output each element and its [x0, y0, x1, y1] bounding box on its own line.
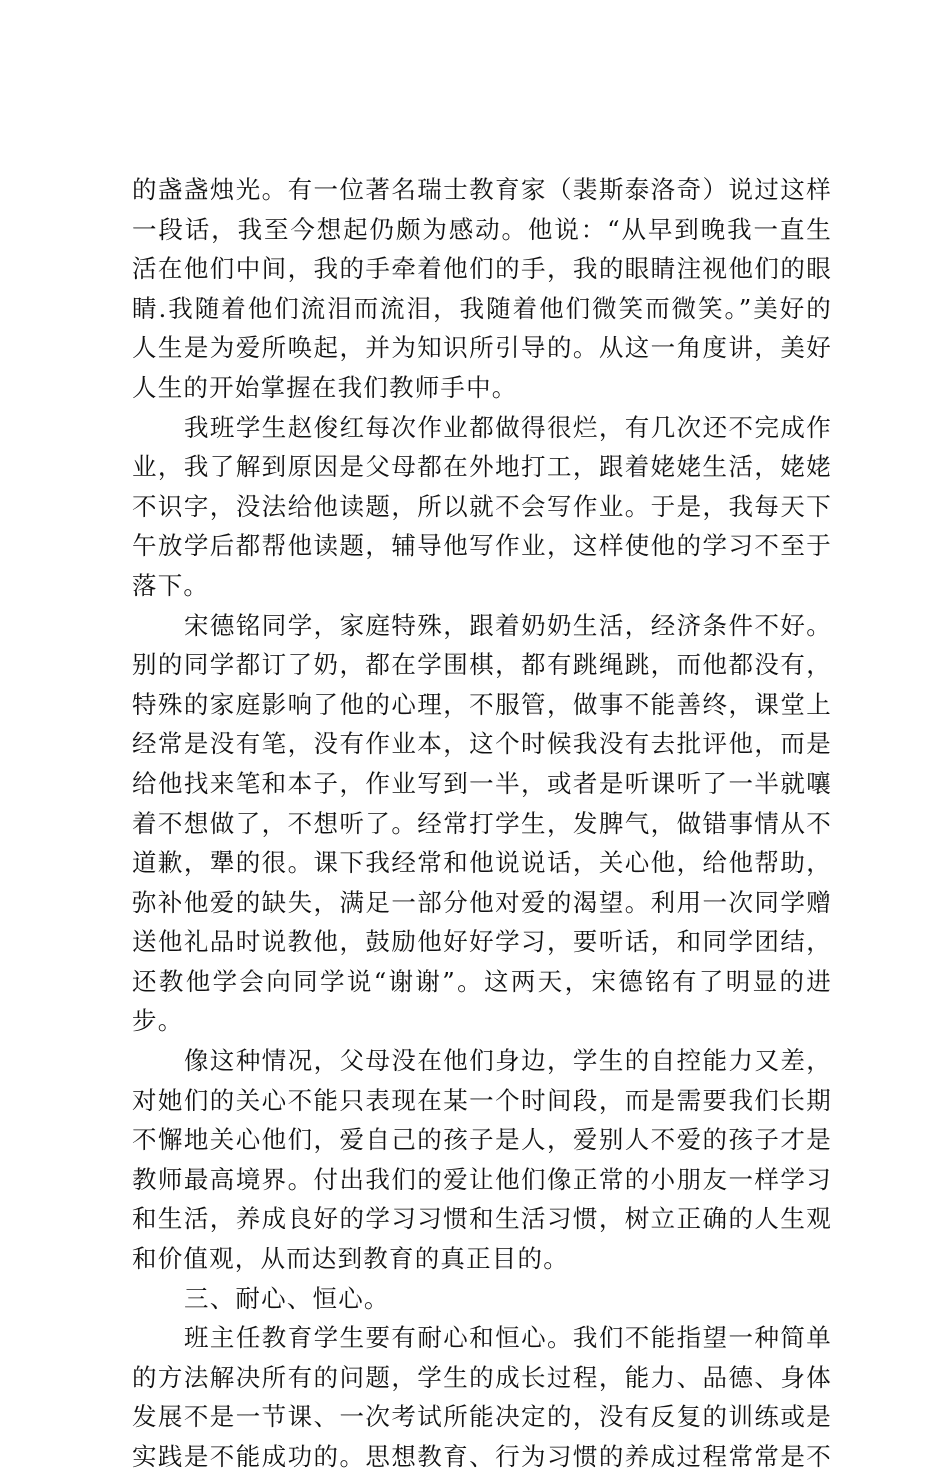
text-line: 还教他学会向同学说“谢谢”。这两天，宋德铭有了明显的进 — [132, 966, 832, 996]
text-line: 对她们的关心不能只表现在某一个时间段，而是需要我们长期 — [132, 1085, 832, 1115]
text-line: 的方法解决所有的问题，学生的成长过程，能力、品德、身体 — [132, 1362, 832, 1392]
text-line: 班主任教育学生要有耐心和恒心。我们不能指望一种简单 — [184, 1323, 832, 1353]
text-line: 弥补他爱的缺失，满足一部分他对爱的渴望。利用一次同学赠 — [132, 887, 832, 917]
text-line: 人生的开始掌握在我们教师手中。 — [132, 372, 518, 402]
text-line: 三、耐心、恒心。 — [184, 1283, 390, 1313]
text-line: 和生活，养成良好的学习习惯和生活习惯，树立正确的人生观 — [132, 1204, 832, 1234]
text-line: 着不想做了，不想听了。经常打学生，发脾气，做错事情从不 — [132, 808, 832, 838]
text-line: 午放学后都帮他读题，辅导他写作业，这样使他的学习不至于 — [132, 531, 832, 561]
text-line: 和价值观，从而达到教育的真正目的。 — [132, 1244, 569, 1274]
text-line: 宋德铭同学，家庭特殊，跟着奶奶生活，经济条件不好。 — [184, 610, 832, 640]
text-line: 给他找来笔和本子，作业写到一半，或者是听课听了一半就嚷 — [132, 768, 832, 798]
text-line: 送他礼品时说教他，鼓励他好好学习，要听话，和同学团结， — [132, 927, 832, 957]
text-line: 教师最高境界。付出我们的爱让他们像正常的小朋友一样学习 — [132, 1164, 832, 1194]
text-line: 发展不是一节课、一次考试所能决定的，没有反复的训练或是 — [132, 1402, 832, 1432]
text-line: 落下。 — [132, 570, 210, 600]
text-line: 实践是不能成功的。思想教育、行为习惯的养成过程常常是不 — [132, 1442, 832, 1471]
text-line: 活在他们中间，我的手牵着他们的手，我的眼睛注视他们的眼 — [132, 254, 832, 284]
text-line: 步。 — [132, 1006, 184, 1036]
text-line: 像这种情况，父母没在他们身边，学生的自控能力又差， — [184, 1046, 832, 1076]
text-line: 的盏盏烛光。有一位著名瑞士教育家（裴斯泰洛奇）说过这样 — [132, 175, 832, 204]
text-line: 道歉，犟的很。课下我经常和他说说话，关心他，给他帮助， — [132, 848, 832, 878]
text-line: 特殊的家庭影响了他的心理，不服管，做事不能善终，课堂上 — [132, 689, 832, 719]
text-line: 业，我了解到原因是父母都在外地打工，跟着姥姥生活，姥姥 — [132, 452, 832, 482]
text-line: 一段话，我至今想起仍颇为感动。他说：“从早到晚我一直生 — [132, 214, 832, 244]
text-line: 别的同学都订了奶，都在学围棋，都有跳绳跳，而他都没有， — [132, 650, 832, 680]
text-line: 不识字，没法给他读题，所以就不会写作业。于是，我每天下 — [132, 491, 832, 521]
text-line: 不懈地关心他们，爱自己的孩子是人，爱别人不爱的孩子才是 — [132, 1125, 832, 1155]
text-line: 经常是没有笔，没有作业本，这个时候我没有去批评他，而是 — [132, 729, 832, 759]
text-line: 睛.我随着他们流泪而流泪，我随着他们微笑而微笑。”美好的 — [132, 293, 832, 323]
body-text — [132, 170, 832, 1477]
text-line: 人生是为爱所唤起，并为知识所引导的。从这一角度讲，美好 — [132, 333, 832, 363]
text-line: 我班学生赵俊红每次作业都做得很烂，有几次还不完成作 — [184, 412, 832, 442]
